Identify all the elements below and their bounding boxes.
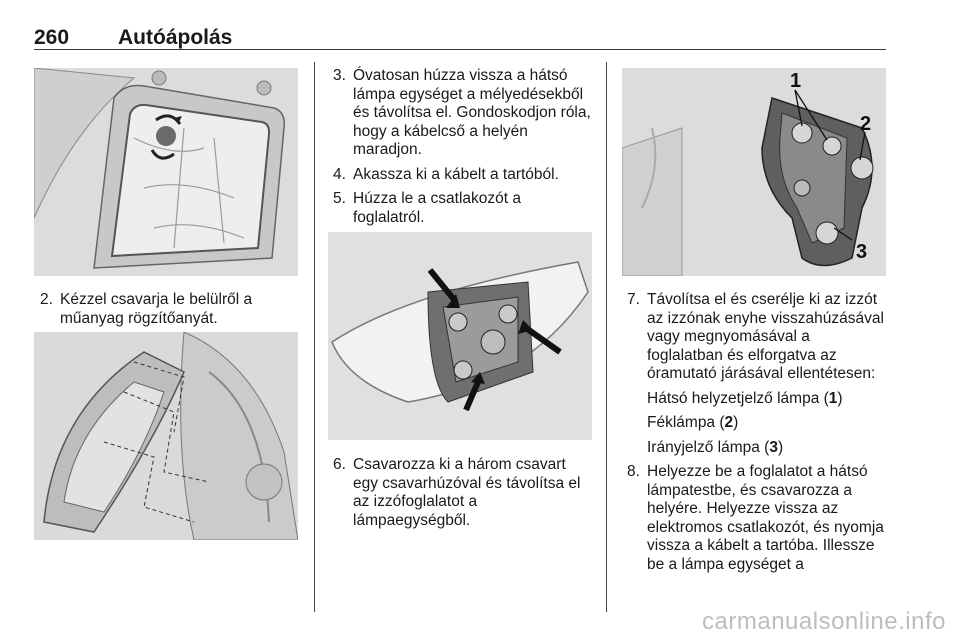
step-number: 3. xyxy=(333,67,346,84)
column-left-text xyxy=(40,291,302,334)
step-8 xyxy=(627,463,889,574)
step-5 xyxy=(333,190,595,227)
step-text: Kézzel csavarja le belülről a műanyag rögzítőanyát. xyxy=(60,291,253,327)
step-text: Távolítsa el és cserélje ki az izzót az izzónak enyhe visszahúzásával vagy megnyomásával a foglalatban és elforgatva az óramutató járásával ellentétesen: xyxy=(647,291,884,382)
callout-3: 3 xyxy=(856,241,868,263)
column-middle-text xyxy=(333,67,595,233)
header-rule xyxy=(34,49,886,50)
callout-2: 2 xyxy=(860,113,872,135)
figure-lamp-removal xyxy=(34,332,298,540)
step-text: Akassza ki a kábelt a tartóból. xyxy=(353,165,559,183)
step-7 xyxy=(627,291,889,384)
column-middle-text-lower xyxy=(333,456,595,536)
figure-bulb-holder xyxy=(622,68,886,276)
step-number: 6. xyxy=(333,456,346,473)
step-text: Csavarozza ki a három csavart egy csavarhúzóval és távolítsa el az izzófoglalatot a lámpaegységből. xyxy=(353,456,581,529)
bulb-list-item: Féklámpa (2) xyxy=(647,414,739,431)
page-title: Autóápolás xyxy=(118,26,233,49)
step-number: 5. xyxy=(333,190,346,207)
step-6 xyxy=(333,456,595,530)
watermark: carmanualsonline.info xyxy=(702,608,946,635)
step-2 xyxy=(40,291,302,328)
page-number: 260 xyxy=(34,26,70,49)
step-3 xyxy=(333,67,595,160)
bulb-list-item: Irányjelző lámpa (3) xyxy=(647,438,784,456)
step-number: 4. xyxy=(333,165,346,183)
figure-lamp-access xyxy=(34,68,298,276)
bulb-number: 2 xyxy=(724,414,734,431)
figure-screws xyxy=(328,232,592,440)
step-4 xyxy=(333,166,595,185)
step-text: Helyezze be a foglalatot a hátsó lámpatestbe, és csavarozza a helyére. Helyezze vissza az elektromos csatlakozót, és nyomja vissza a kábelt a tartóba. Illessze be a lámpa egységet a xyxy=(647,463,884,573)
bulb-list-item: Hátsó helyzetjelző lámpa (1) xyxy=(647,389,843,407)
column-divider-left xyxy=(314,62,315,612)
step-text: Óvatosan húzza vissza a hátsó lámpa egységet a mélyedésekből és távolítsa el. Gondoskodjon róla, hogy a kábelcső a helyén maradjon. xyxy=(353,67,591,158)
step-number: 2. xyxy=(40,291,53,308)
bulb-number: 1 xyxy=(828,389,838,407)
step-text: Húzza le a csatlakozót a foglalatról. xyxy=(353,190,522,226)
column-divider-right xyxy=(606,62,607,612)
column-right-text xyxy=(627,291,889,580)
step-number: 8. xyxy=(627,463,640,480)
callout-1: 1 xyxy=(790,70,802,92)
step-number: 7. xyxy=(627,291,640,308)
bulb-number: 3 xyxy=(769,438,778,456)
